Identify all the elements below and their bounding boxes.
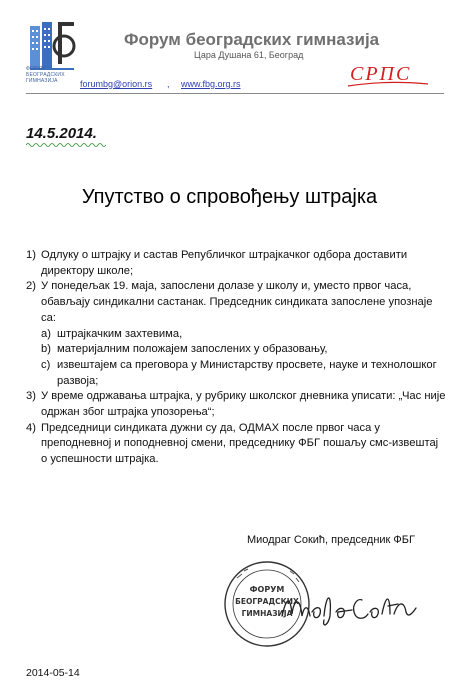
list-item (26, 248, 446, 279)
list-item (26, 421, 446, 468)
official-stamp (225, 562, 309, 646)
logo-letter (58, 22, 62, 64)
footer-date: 2014-05-14 (26, 667, 80, 679)
subitem-letter: a) (41, 327, 51, 340)
document-title: Упутство о спровођењу штрајка (81, 186, 378, 208)
stamp-and-signature (212, 554, 450, 660)
handwritten-signature (282, 598, 416, 625)
email-link[interactable]: forumbg@orion.rs (80, 79, 153, 89)
list-item (26, 389, 446, 420)
signatory-line: Миодраг Сокић, председник ФБГ (247, 534, 415, 546)
subitem-text: штрајкачким захтевима, (57, 327, 183, 340)
header-divider (26, 93, 444, 94)
org-name: Форум београдских гимназија (124, 30, 380, 49)
item-number: 4) (26, 421, 36, 434)
subitem-letter: c) (41, 358, 51, 371)
item-number: 2) (26, 280, 36, 293)
logo-pillar (42, 22, 52, 68)
org-address: Цара Душана 61, Београд (194, 50, 304, 60)
svg-text:ГИМНАЗИЈА: ГИМНАЗИЈА (241, 609, 293, 618)
website-link[interactable]: www.fbg.org.rs (181, 79, 241, 89)
subitem-text: материјалним положајем запослених у образовању, (57, 343, 328, 356)
sub-list-item (26, 327, 446, 343)
instruction-list (26, 248, 446, 468)
sub-list-item (26, 342, 446, 358)
list-item (26, 279, 446, 326)
spellcheck-squiggle (26, 142, 106, 147)
svg-text:БЕОГРАДСКИХ: БЕОГРАДСКИХ (235, 597, 299, 606)
item-text: Одлуку о штрајку и састав Републичког штрајкачког одбора доставити директору школе; (41, 249, 408, 277)
sub-list-item (26, 358, 446, 389)
item-text: У понедељак 19. маја, запослени долазе у школу и, уместо првог часа, обављају синдикални састанак. Председник синдиката запослене упознаје са: (41, 280, 433, 324)
logo-pillar (30, 26, 40, 68)
subitem-letter: b) (41, 343, 51, 356)
item-text: Председници синдиката дужни су да, ОДМАХ после првог часа у преподневној и поподневној смени, председнику ФБГ пошаљу смс-извештај о успешности штрајка. (41, 421, 439, 466)
svg-text:ФОРУМ: ФОРУМ (249, 585, 285, 594)
union-logo-text: СРПС (350, 63, 412, 85)
link-separator: , (167, 79, 170, 89)
document-date: 14.5.2014. (26, 125, 97, 142)
item-number: 1) (26, 249, 36, 261)
item-number: 3) (26, 390, 36, 403)
logo-caption: ФОРУМ БЕОГРАДСКИХ ГИМНАЗИЈА (26, 66, 65, 84)
union-logo-swoosh (346, 78, 430, 90)
item-text: У време одржавања штрајка, у рубрику школског дневника уписати: „Час није одржан због штрајка упозорења“; (41, 390, 446, 419)
subitem-text: извештајем са преговора у Министарству просвете, науке и технолошког развоја; (57, 358, 437, 387)
